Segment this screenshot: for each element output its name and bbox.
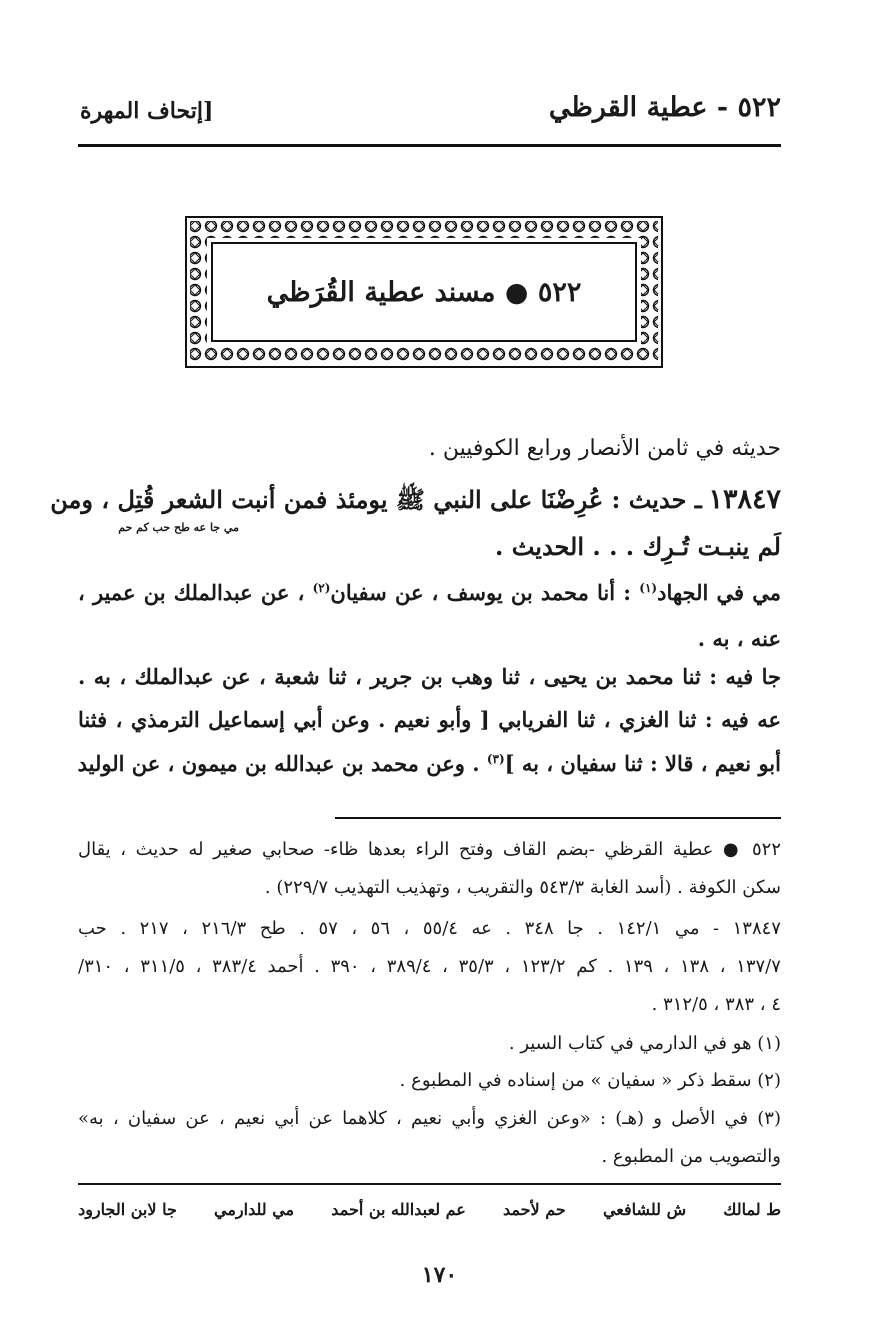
hadith-number: ١٣٨٤٧ — [708, 484, 781, 515]
hadith-heading-line1 — [50, 484, 781, 520]
body-line-1-end: ، عن عبدالملك بن عمير ، — [78, 580, 313, 605]
footnote-ref-3[interactable]: (٣) — [486, 752, 505, 766]
body-line-1-start: مي في الجهاد — [657, 580, 781, 605]
bio-note-line1: ٥٢٢ ● عطية القرظي -بضم القاف وفتح الراء بعدها ظاء- صحابي صغير له حديث ، يقال — [78, 839, 781, 860]
header-rule — [78, 144, 781, 147]
legend-item: جا لابن الجارود — [78, 1200, 177, 1219]
body-line-5-end: . وعن محمد بن عبدالله بن ميمون ، عن الوليد — [77, 751, 487, 776]
abbreviations-legend — [78, 1200, 781, 1219]
bio-note-line2: سكن الكوفة . (أسد الغابة ٥٤٣/٣ والتقريب ، وتهذيب التهذيب ٢٢٩/٧) . — [264, 877, 781, 898]
body-line-5-start: أبو نعيم ، قالا : ثنا سفيان ، به ] — [504, 751, 781, 776]
title-box — [211, 242, 637, 342]
hadith-text-line2: لَم ينبـت تُـرِك . . . الحديث . — [494, 532, 781, 561]
hadith-sigla: مي جا عه طح حب كم حم — [118, 521, 239, 534]
ornamental-title-frame — [185, 216, 663, 368]
legend-item: حم لأحمد — [503, 1200, 566, 1219]
running-header-book: [إتحاف المهرة — [80, 98, 214, 124]
legend-item: ط لمالك — [723, 1200, 781, 1219]
body-line-1 — [78, 580, 781, 605]
footnote-1: (١) هو في الدارمي في كتاب السير . — [508, 1033, 781, 1054]
legend-rule — [78, 1183, 781, 1185]
intro-text: حديثه في ثامن الأنصار ورابع الكوفيين . — [428, 436, 781, 461]
footnote-separator — [335, 817, 781, 819]
hadith-text-line1: ـ حديث : عُرِضْنَا على النبي ﷺ يومئذ فمن أنبت الشعر قُتِل ، ومن — [50, 485, 702, 514]
footnote-3-line2: والتصويب من المطبوع . — [601, 1146, 781, 1167]
body-line-4: عه فيه : ثنا الغزي ، ثنا الفريابي [ وأبو نعيم . وعن أبي إسماعيل الترمذي ، فثنا — [78, 707, 781, 732]
legend-item: ش للشافعي — [602, 1200, 687, 1219]
page-number: ١٧٠ — [421, 1262, 458, 1288]
footnote-ref-2[interactable]: (٢) — [312, 581, 331, 595]
legend-item: مي للدارمي — [214, 1200, 295, 1219]
running-header-title: ٥٢٢ - عطية القرظي — [548, 92, 781, 123]
body-line-5 — [78, 751, 781, 776]
footnote-3-line1: (٣) في الأصل و (هـ) : «وعن الغزي وأبي نعيم ، كلاهما عن أبي نعيم ، عن سفيان ، به» — [78, 1108, 781, 1129]
musnad-title: ٥٢٢ ● مسند عطية القُرَظي — [266, 276, 582, 308]
refs-line3: ٤ ، ٣٨٣ ، ٣١٢/٥ . — [651, 994, 781, 1015]
footnote-2: (٢) سقط ذكر « سفيان » من إسناده في المطبوع . — [399, 1070, 781, 1091]
body-line-2: عنه ، به . — [697, 626, 781, 651]
refs-line2: ١٣٧/٧ ، ١٣٨ ، ١٣٩ . كم ١٢٣/٢ ، ٣٥/٣ ، ٣٨٩/٤ ، ٣٩٠ . أحمد ٣٨٣/٤ ، ٣١١/٥ ، ٣١٠/ — [78, 956, 781, 977]
legend-item: عم لعبدالله بن أحمد — [331, 1200, 466, 1219]
body-line-1-mid: : أنا محمد بن يوسف ، عن سفيان — [330, 580, 640, 605]
refs-line1: ١٣٨٤٧ - مي ١٤٢/١ . جا ٣٤٨ . عه ٥٥/٤ ، ٥٦ ، ٥٧ . طح ٢١٦/٣ ، ٢١٧ . حب — [78, 918, 781, 939]
footnote-ref-1[interactable]: (١) — [639, 581, 658, 595]
body-line-3: جا فيه : ثنا محمد بن يحيى ، ثنا وهب بن جرير ، ثنا شعبة ، عن عبدالملك ، به . — [78, 664, 781, 689]
